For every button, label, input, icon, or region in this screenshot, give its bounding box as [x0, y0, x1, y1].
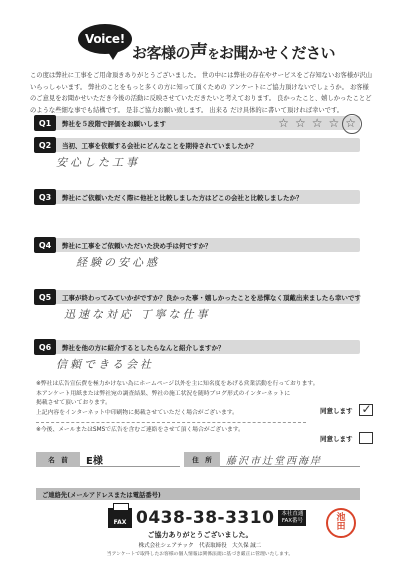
question-header: [36, 190, 360, 204]
note-line: 本アンケート用紙または弊社宛の調査結果、弊社の施工状況を随時ブログ形式のインターネットに: [36, 390, 291, 397]
question-number: Q6: [34, 339, 56, 355]
title-pre: お客様の: [132, 44, 191, 62]
question-text: 当初、工事を依頼する会社にどんなことを期待されていましたか？: [62, 142, 257, 150]
question-text: 弊社を５段階で評価をお願いします: [62, 120, 166, 128]
fax-icon: FAX: [108, 508, 132, 528]
fax-block: [108, 508, 306, 528]
name-label: 名 前: [36, 452, 80, 467]
answer-text: 迅速な対応 丁寧な仕事: [64, 308, 211, 321]
question-text: 弊社を他の方に紹介するとしたらなんと紹介しますか？: [62, 344, 225, 352]
question-text: 弊社にご依頼いただく際に他社と比較しました方はどこの会社と比較しましたか？: [62, 194, 303, 202]
stamp-char: 田: [336, 522, 346, 532]
fax-tag: [278, 510, 306, 526]
voice-badge: Voice!: [78, 24, 132, 54]
divider: [36, 422, 306, 423]
agree-checkbox-2[interactable]: [320, 432, 373, 444]
question-4: [36, 238, 360, 269]
question-1: [36, 116, 360, 130]
privacy-notes: [36, 380, 326, 436]
note-line: 上記内容をインターネット中印刷物に掲載させていただく場合がございます。: [36, 409, 238, 416]
title-mid: を: [207, 47, 220, 61]
title-post: お聞かせください: [219, 44, 336, 62]
disclaimer-text: 当アンケートで取得したお客様の個人情報は関係法規に基づき厳正に管理いたします。: [106, 552, 294, 557]
page-title: [132, 38, 335, 64]
question-number: Q1: [34, 115, 56, 131]
question-number: Q5: [34, 289, 56, 305]
answer-text: 経験の安心感: [76, 256, 160, 269]
note-line: ※今後、メールまたはSMSで広告を含むご連絡をさせて頂く場合がございます。: [36, 427, 244, 433]
question-6: [36, 340, 360, 371]
answer-text: 安心した工事: [56, 156, 140, 169]
star-icon[interactable]: ☆: [311, 116, 323, 130]
fax-number: 0438-38-3310: [136, 508, 275, 528]
question-number: Q3: [34, 189, 56, 205]
rating-stars: [278, 116, 356, 130]
stamp-char: 池: [336, 513, 346, 523]
footer: [100, 530, 300, 557]
question-header: [36, 116, 360, 130]
fax-tag-line: 本社直通: [281, 511, 304, 517]
question-2: [36, 138, 360, 169]
question-3: [36, 190, 360, 204]
name-field[interactable]: E様: [80, 452, 180, 467]
info-row: [36, 452, 360, 467]
star-icon[interactable]: ☆: [328, 116, 340, 130]
question-text: 工事が終わってみていかがですか？良かった事・嬉しかったことを忌憚なく頂戴出来ましたら幸いです: [62, 294, 361, 302]
note-line: 掲載させて頂いております。: [36, 400, 111, 406]
question-5: [36, 290, 361, 321]
question-number: Q4: [34, 237, 56, 253]
note-line: ※弊社は広告宣伝費を極力かけない為にホームページ以外を主に知名度をあげる営業活動を行っております。: [36, 381, 319, 387]
hanko-stamp: [326, 508, 356, 538]
fax-tag-line: FAX番号: [281, 518, 304, 524]
answer-text: 信頼できる会社: [56, 358, 154, 371]
question-header: [36, 290, 360, 304]
agree-checkbox-1[interactable]: [320, 404, 373, 416]
company-text: 株式会社シェアテック 代表取締役 大久保 誠二: [138, 543, 262, 549]
question-text: 弊社に工事をご依頼いただいた決め手は何ですか？: [62, 242, 212, 250]
title-emph: 声: [190, 42, 208, 63]
question-header: [36, 238, 360, 252]
question-number: Q2: [34, 137, 56, 153]
agree-label: 同意します: [320, 406, 353, 415]
address-label: 住 所: [184, 452, 220, 467]
intro-text: この度は弊社に工事をご用命頂きありがとうございました。 世の中には弊社の存在やサービスをご存知ないお客様が沢山いらっしゃいます。 弊社のことをもっと多くの方に知って頂くための アンケートにご協力頂けないでしょうか。 お客様のご意見をお聞かせいただき今後の活動に反映させていただきたいと考えております。 良かったこと、嬉しかったことどのような些細な事でも結構です。 是非ご協力お願い致します。 出来る だけ具体的に書いて頂ければ幸いです。: [30, 72, 373, 114]
customer-info: [36, 452, 360, 469]
checkbox-checked[interactable]: [359, 404, 373, 416]
question-header: [36, 340, 360, 354]
thanks-text: ご協力ありがとうございました。: [147, 531, 253, 539]
star-icon[interactable]: ☆: [294, 116, 306, 130]
agree-label: 同意します: [320, 434, 353, 443]
question-header: [36, 138, 360, 152]
star-icon-selected[interactable]: ☆: [345, 116, 356, 130]
contact-field[interactable]: ご連絡先(メールアドレスまたは電話番号): [36, 488, 360, 500]
address-field[interactable]: 藤沢市辻堂西海岸: [220, 452, 360, 467]
checkbox-empty[interactable]: [359, 432, 373, 444]
star-icon[interactable]: ☆: [278, 116, 289, 130]
